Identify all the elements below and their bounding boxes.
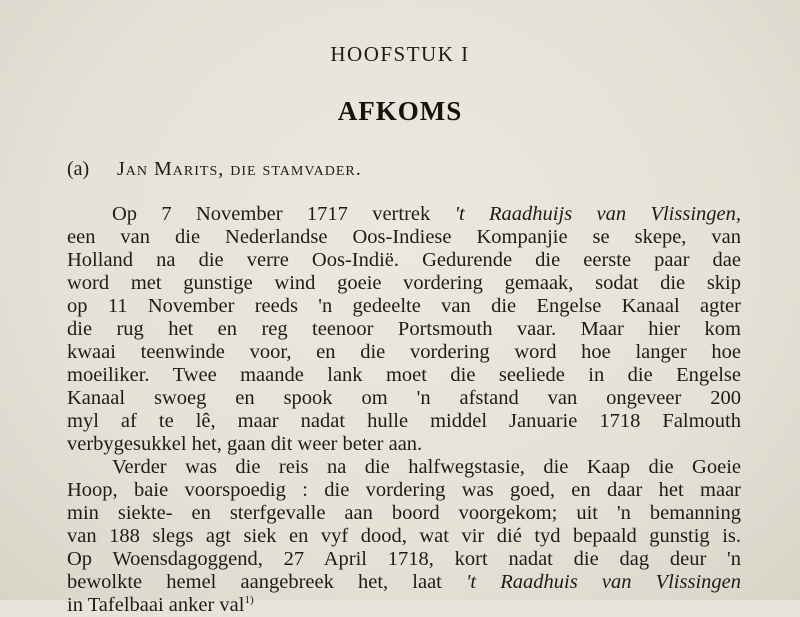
paragraph-line: min siekte- en sterfgevalle aan boord voorgekom; uit 'n bemanning <box>67 502 741 524</box>
paragraph-line: op 11 November reeds 'n gedeelte van die Engelse Kanaal agter <box>67 295 741 317</box>
text-run: Op 7 November 1717 vertrek <box>112 203 455 225</box>
section-title: Jan Marits, die stamvader. <box>117 158 362 180</box>
chapter-heading: HOOFSTUK I <box>330 42 470 66</box>
paragraph-line: Op Woensdagoggend, 27 April 1718, kort nadat die dag deur 'n <box>67 548 741 570</box>
paragraph-line: verbygesukkel het, gaan dit weer beter aan. <box>67 433 423 455</box>
paragraph-line: een van die Nederlandse Oos-Indiese Kompanjie se skepe, van <box>67 226 741 248</box>
section-marker: (a) <box>67 158 90 180</box>
paragraph-line: Holland na die verre Oos-Indië. Gedurende die eerste paar dae <box>67 249 741 271</box>
text-run: bewolkte hemel aangebreek het, laat <box>67 571 467 593</box>
section-heading <box>67 158 362 181</box>
paragraph-line: Kanaal swoeg en spook om 'n afstand van ongeveer 200 <box>67 387 741 409</box>
text-run: in Tafelbaai anker val <box>67 594 245 616</box>
paragraph-line: van 188 slegs agt siek en vyf dood, wat vir dié tyd bepaald gunstig is. <box>67 525 741 547</box>
paragraph-line: Hoop, baie voorspoedig : die vordering was goed, en daar het maar <box>67 479 741 501</box>
paragraph-line: Verder was die reis na die halfwegstasie, die Kaap die Goeie <box>112 456 741 478</box>
page-title: AFKOMS <box>337 96 463 126</box>
paragraph-line <box>112 203 741 226</box>
paragraph-line: kwaai teenwinde voor, en die vordering word hoe langer hoe <box>67 341 741 363</box>
footnote-marker: 1) <box>244 594 254 606</box>
paragraph-line: word met gunstige wind goeie vordering gemaak, sodat die skip <box>67 272 741 294</box>
paragraph-line <box>67 594 254 617</box>
paragraph-line: moeiliker. Twee maande lank moet die seeliede in die Engelse <box>67 364 741 386</box>
ship-name: 't Raadhuis van Vlissingen <box>466 571 741 593</box>
paragraph-line: myl af te lê, maar nadat hulle middel Januarie 1718 Falmouth <box>67 410 741 432</box>
ship-name: 't Raadhuijs van Vlissingen, <box>454 203 741 225</box>
paragraph-line <box>67 571 741 594</box>
paragraph-line: die rug het en reg teenoor Portsmouth vaar. Maar hier kom <box>67 318 741 340</box>
